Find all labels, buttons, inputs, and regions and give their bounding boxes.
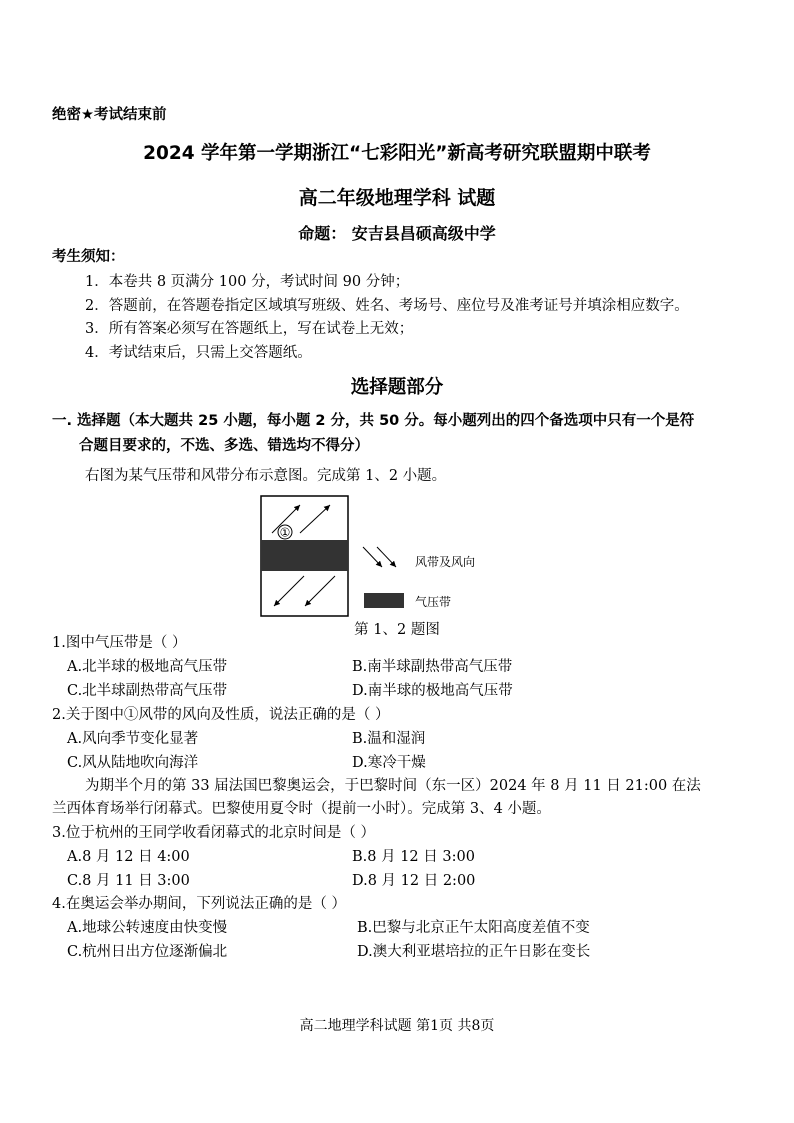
question-stem: 4.在奥运会举办期间，下列说法正确的是（ ） bbox=[52, 896, 346, 912]
question-option: A.8 月 12 日 4:00 bbox=[67, 849, 190, 865]
exam-title: 2024 学年第一学期浙江“七彩阳光”新高考研究联盟期中联考 bbox=[143, 143, 651, 164]
question-stem: 1.图中气压带是（ ） bbox=[52, 635, 187, 651]
pressure-wind-belt-figure bbox=[255, 490, 495, 620]
figure-caption: 第 1、2 题图 bbox=[354, 622, 440, 638]
notice-item: 3．所有答案必须写在答题纸上，写在试卷上无效； bbox=[85, 321, 414, 337]
notice-heading: 考生须知： bbox=[52, 249, 125, 265]
section-title: 选择题部分 bbox=[350, 377, 444, 398]
question-option: C.8 月 11 日 3:00 bbox=[67, 873, 190, 889]
exam-subtitle: 高二年级地理学科 试题 bbox=[298, 187, 496, 209]
question-option: C.杭州日出方位逐渐偏北 bbox=[67, 944, 228, 960]
question-option: A.北半球的极地高气压带 bbox=[67, 659, 228, 675]
part-instructions-line2: 合题目要求的，不选、多选、错选均不得分） bbox=[79, 438, 369, 454]
wind-arrow bbox=[305, 576, 335, 606]
intro-q1-2: 右图为某气压带和风带分布示意图。完成第 1、2 小题。 bbox=[85, 468, 447, 484]
intro-q3-4-line2: 兰西体育场举行闭幕式。巴黎使用夏令时（提前一小时）。完成第 3、4 小题。 bbox=[52, 801, 551, 817]
question-option: B.巴黎与北京正午太阳高度差值不变 bbox=[357, 920, 590, 936]
notice-item: 2．答题前，在答题卷指定区域填写班级、姓名、考场号、座位号及准考证号并填涂相应数字。 bbox=[85, 298, 689, 314]
question-option: D.澳大利亚堪培拉的正午日影在变长 bbox=[357, 944, 591, 960]
part-instructions-line1: 一. 选择题（本大题共 25 小题，每小题 2 分，共 50 分。每小题列出的四个备选项中只有一个是符 bbox=[52, 413, 695, 429]
question-option: B.温和湿润 bbox=[352, 731, 426, 747]
exam-author: 命题： 安吉县昌硕高级中学 bbox=[298, 224, 496, 243]
legend-pressure-label: 气压带 bbox=[415, 595, 452, 609]
legend-pressure-swatch bbox=[364, 593, 404, 608]
legend-wind-arrow bbox=[363, 547, 382, 567]
question-option: B.8 月 12 日 3:00 bbox=[352, 849, 475, 865]
question-option: C.风从陆地吹向海洋 bbox=[67, 755, 199, 771]
question-option: D.寒冷干燥 bbox=[352, 755, 426, 771]
question-option: D.8 月 12 日 2:00 bbox=[352, 873, 476, 889]
question-option: C.北半球副热带高气压带 bbox=[67, 683, 228, 699]
confidential-label: 绝密★考试结束前 bbox=[52, 107, 167, 123]
intro-q3-4-line1: 为期半个月的第 33 届法国巴黎奥运会，于巴黎时间（东一区）2024 年 8 月 11 日 21:00 在法 bbox=[85, 778, 701, 794]
question-option: B.南半球副热带高气压带 bbox=[352, 659, 513, 675]
notice-item: 4．考试结束后，只需上交答题纸。 bbox=[85, 345, 312, 361]
page-footer: 高二地理学科试题 第1页 共8页 bbox=[299, 1018, 495, 1034]
wind-arrow bbox=[274, 576, 304, 606]
question-stem: 2.关于图中①风带的风向及性质，说法正确的是（ ） bbox=[52, 707, 390, 723]
legend-wind-arrow bbox=[377, 547, 396, 567]
notice-item: 1．本卷共 8 页满分 100 分，考试时间 90 分钟； bbox=[85, 274, 410, 290]
question-option: A.风向季节变化显著 bbox=[67, 731, 199, 747]
wind-arrow bbox=[300, 505, 330, 533]
pressure-belt-band bbox=[261, 540, 348, 571]
question-stem: 3.位于杭州的王同学收看闭幕式的北京时间是（ ） bbox=[52, 825, 375, 841]
wind-belt-marker-label: ① bbox=[279, 525, 291, 540]
legend-wind-label: 风带及风向 bbox=[415, 555, 476, 569]
question-option: D.南半球的极地高气压带 bbox=[352, 683, 513, 699]
question-option: A.地球公转速度由快变慢 bbox=[67, 920, 228, 936]
